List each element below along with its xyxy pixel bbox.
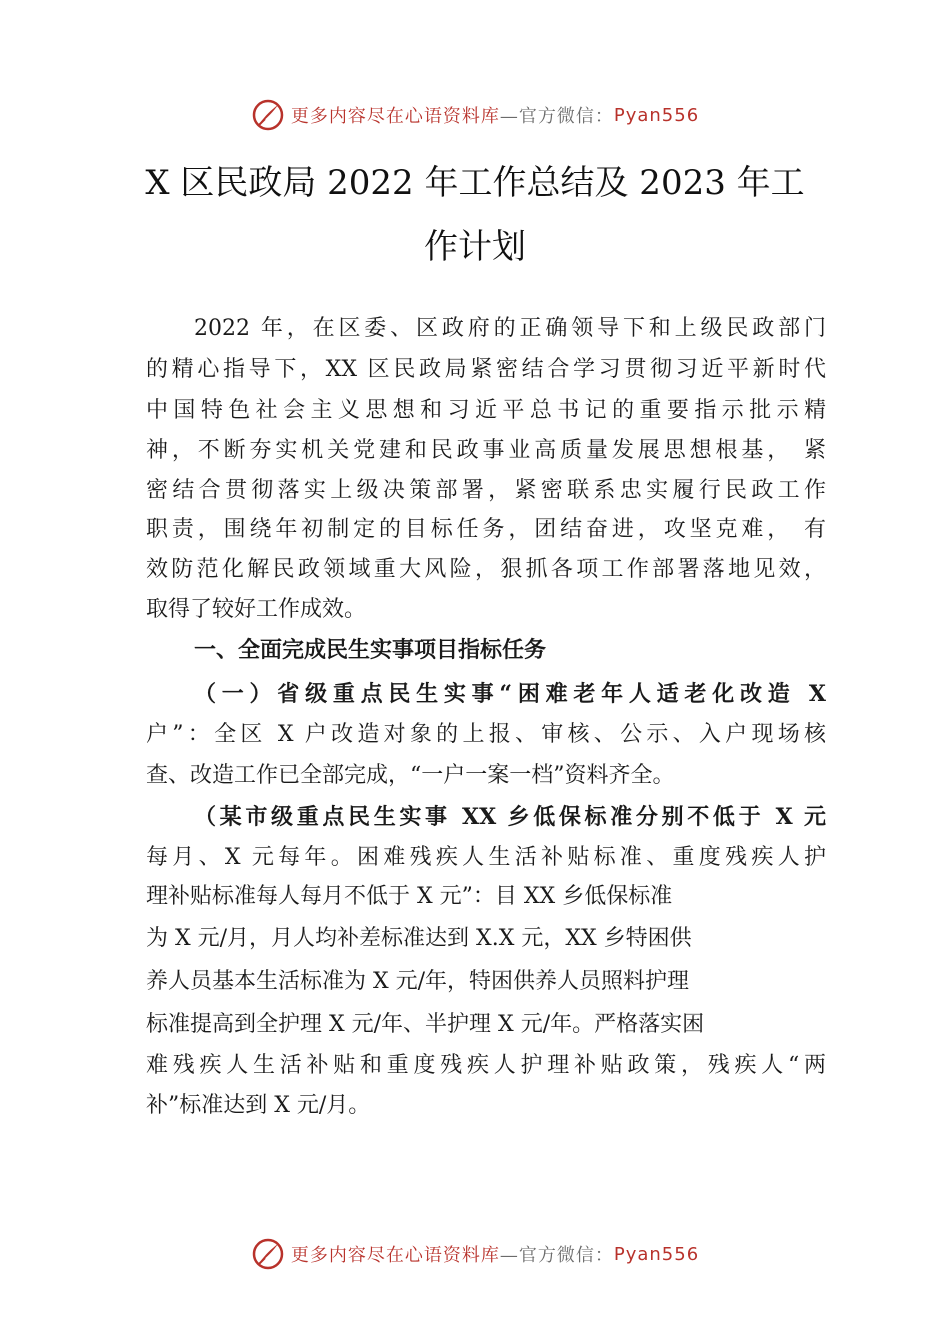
document-title-line-1: X 区民政局 2022 年工作总结及 2023 年工	[145, 163, 805, 203]
paragraph-3-line: 难残疾人生活补贴和重度残疾人护理补贴政策，残疾人“两	[146, 1053, 826, 1078]
paragraph-3-line: 为 X 元/月，月人均补差标准达到 X.X 元，XX 乡特困供	[146, 926, 692, 951]
banner-wechat-id: Pyan556	[613, 1243, 700, 1265]
feather-logo-icon	[251, 98, 285, 132]
section-heading-1: 一、全面完成民生实事项目指标任务	[194, 638, 547, 663]
paragraph-2-line: （一）省级重点民生实事“困难老年人适老化改造 X	[194, 681, 826, 707]
banner-wechat-id: Pyan556	[613, 104, 700, 126]
paragraph-1-line: 中国特色社会主义思想和习近平总书记的重要指示批示精	[146, 398, 826, 423]
paragraph-2-line: 户”：全区 X 户改造对象的上报、审核、公示、入户现场核	[146, 722, 826, 747]
footer-banner	[0, 1236, 950, 1272]
paragraph-1-line: 效防范化解民政领域重大风险，狠抓各项工作部署落地见效，	[146, 557, 826, 582]
paragraph-1-line: 职责，围绕年初制定的目标任务，团结奋进，攻坚克难， 有	[146, 517, 826, 542]
paragraph-3-line: 标准提高到全护理 X 元/年、半护理 X 元/年。严格落实困	[146, 1012, 705, 1037]
paragraph-3-line: 补”标准达到 X 元/月。	[146, 1093, 371, 1118]
paragraph-3-line: 每月、X 元每年。困难残疾人生活补贴标准、重度残疾人护	[146, 845, 826, 870]
paragraph-1-line: 2022 年，在区委、区政府的正确领导下和上级民政部门	[194, 316, 826, 341]
banner-wechat-label: —官方微信：	[499, 1245, 614, 1266]
paragraph-2-line: 查、改造工作已全部完成，“一户一案一档”资料齐全。	[146, 763, 675, 788]
paragraph-3-line: 理补贴标准每人每月不低于 X 元”：目 XX 乡低保标准	[146, 884, 673, 909]
banner-wechat-label: —官方微信：	[499, 106, 614, 127]
paragraph-1-line: 神，不断夯实机关党建和民政事业高质量发展思想根基， 紧	[146, 438, 826, 463]
paragraph-3-line: 养人员基本生活标准为 X 元/年，特困供养人员照料护理	[146, 969, 690, 994]
banner-brand-text: 更多内容尽在心语资料库	[290, 106, 500, 127]
feather-logo-icon	[251, 1237, 285, 1271]
banner-brand-text: 更多内容尽在心语资料库	[290, 1245, 500, 1266]
paragraph-1-line: 密结合贯彻落实上级决策部署，紧密联系忠实履行民政工作	[146, 478, 826, 503]
paragraph-1-line: 取得了较好工作成效。	[146, 597, 367, 622]
paragraph-3-line: （某市级重点民生实事 XX 乡低保标准分别不低于 X 元	[194, 804, 826, 830]
paragraph-1-line: 的精心指导下，XX 区民政局紧密结合学习贯彻习近平新时代	[146, 357, 826, 382]
document-title-line-2: 作计划	[424, 227, 526, 267]
header-banner	[0, 97, 950, 133]
